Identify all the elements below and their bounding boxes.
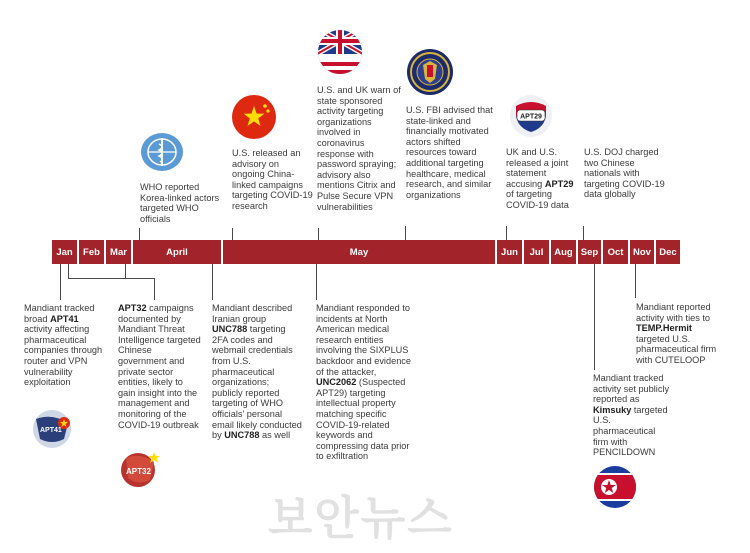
month-aug: Aug <box>554 246 573 258</box>
connector-doj <box>583 226 584 240</box>
event-kimsuky-pre: Mandiant tracked activity set publicly reported as <box>593 373 670 405</box>
connector-unc2062 <box>316 264 317 300</box>
event-usuk-text: U.S. and UK warn of state sponsored activity targeting organizations involved in coronavirus response with password spraying; advisory also mentions Citrix and Pulse Secure VPN vulnerabilities <box>317 85 401 212</box>
event-unc2062-bold: UNC2062 <box>316 377 357 388</box>
connector-apt41 <box>60 264 61 300</box>
who-logo-icon <box>138 130 186 174</box>
event-apt32 <box>118 303 202 430</box>
event-who <box>140 182 222 224</box>
event-apt41-post: activity affecting pharmaceutical companies through router and VPN vulnerability exploitation <box>24 324 103 388</box>
event-hermit <box>636 302 728 366</box>
event-kimsuky-post: targeted U.S. pharmaceutical firm with PENCILDOWN <box>593 404 668 458</box>
month-oct: Oct <box>607 246 624 258</box>
event-apt41 <box>24 303 106 388</box>
event-usuk <box>317 85 404 212</box>
event-hermit-pre: Mandiant reported activity with ties to <box>636 302 711 323</box>
event-apt29 <box>506 147 580 211</box>
event-unc2062 <box>316 303 412 462</box>
event-unc2062-post: (Suspected APT29) targeting intellectual property matching specific COVID-19-related keywords and compressing data prior to exfiltration <box>316 377 410 462</box>
month-divider <box>601 240 603 264</box>
connector-apt29 <box>506 226 507 240</box>
event-unc788-bold2: UNC788 <box>224 430 260 441</box>
connector-apt41-h <box>68 278 154 279</box>
month-divider <box>77 240 79 264</box>
event-fbi <box>406 105 496 200</box>
connector-who <box>139 228 140 240</box>
us-uk-flag-icon <box>317 28 363 76</box>
month-dec: Dec <box>659 246 677 258</box>
fbi-seal-icon <box>406 48 454 96</box>
event-unc788-mid: targeting 2FA codes and webmail credentials from U.S. pharmaceutical organizations; publicly reported targeting of WHO officials' personal email likely conducted by <box>212 324 302 441</box>
event-unc2062-pre: Mandiant responded to incidents at North American medical research entities involving the SIXPLUS backdoor and evidence of the attacker, <box>316 303 412 377</box>
event-apt41-bold: APT41 <box>50 313 79 324</box>
month-divider <box>104 240 106 264</box>
event-doj-text: U.S. DOJ charged two Chinese nationals with targeting COVID-19 data globally <box>584 147 665 200</box>
month-divider <box>131 240 133 264</box>
event-kimsuky-bold: Kimsuky <box>593 404 632 415</box>
event-kimsuky <box>593 373 671 458</box>
event-who-text: WHO reported Korea-linked actors targeted WHO officials <box>140 182 220 224</box>
month-jul: Jul <box>529 246 544 258</box>
connector-fbi <box>405 226 406 240</box>
month-divider <box>221 240 223 264</box>
month-divider <box>628 240 630 264</box>
event-hermit-bold: TEMP.Hermit <box>636 323 692 334</box>
event-apt29-post: of targeting COVID-19 data <box>506 189 569 210</box>
month-divider <box>522 240 524 264</box>
connector-apt32 <box>154 278 155 300</box>
apt29-logo-icon <box>508 94 554 138</box>
event-unc788-pre: Mandiant described Iranian group <box>212 303 293 324</box>
month-divider <box>495 240 497 264</box>
svg-text:APT29: APT29 <box>520 113 542 121</box>
svg-text:APT32: APT32 <box>126 467 151 476</box>
connector-china <box>232 228 233 240</box>
event-unc788 <box>212 303 302 441</box>
month-jan: Jan <box>56 246 73 258</box>
event-apt29-pre: UK and U.S. released a joint statement accusing <box>506 147 569 189</box>
month-nov: Nov <box>633 246 651 258</box>
month-may: May <box>349 246 369 258</box>
event-apt32-bold: APT32 <box>118 303 147 313</box>
event-fbi-text: U.S. FBI advised that state-linked and financially motivated actors shifted resources toward additional targeting healthcare, medical research, and similar organizations <box>406 105 493 200</box>
event-apt41-pre: Mandiant tracked broad <box>24 303 95 324</box>
month-jun: Jun <box>501 246 518 258</box>
china-flag-icon <box>231 94 277 140</box>
apt32-logo-icon <box>110 448 166 488</box>
month-feb: Feb <box>83 246 100 258</box>
connector-kimsuky <box>594 264 595 370</box>
month-mar: Mar <box>110 246 127 258</box>
connector-mar <box>125 264 126 278</box>
event-apt32-post: campaigns documented by Mandiant Threat Intelligence targeted Chinese government and private sector entities, likely to gain insight into the management and monitoring of the COVID-19 outbreak <box>118 303 201 430</box>
event-unc788-bold: UNC788 <box>212 324 248 335</box>
event-china <box>232 148 314 212</box>
event-unc788-post: as well <box>259 430 291 441</box>
watermark: 보안뉴스 <box>268 491 454 545</box>
apt41-logo-icon <box>22 405 78 451</box>
event-doj <box>584 147 666 200</box>
month-sep: Sep <box>580 246 599 258</box>
month-divider <box>654 240 656 264</box>
month-divider <box>549 240 551 264</box>
event-apt29-bold: APT29 <box>544 178 574 189</box>
month-april: April <box>166 246 188 258</box>
event-china-text: U.S. released an advisory on ongoing China-linked campaigns targeting COVID-19 research <box>232 148 313 211</box>
north-korea-flag-icon <box>591 465 639 509</box>
connector-hermit <box>635 264 636 298</box>
connector-apt41-b <box>68 264 69 278</box>
svg-text:APT41: APT41 <box>40 427 62 434</box>
month-divider <box>576 240 578 264</box>
event-hermit-post: targeted U.S. pharmaceutical firm with CUTELOOP <box>636 333 717 365</box>
connector-unc788 <box>212 264 213 300</box>
connector-usuk <box>318 228 319 240</box>
